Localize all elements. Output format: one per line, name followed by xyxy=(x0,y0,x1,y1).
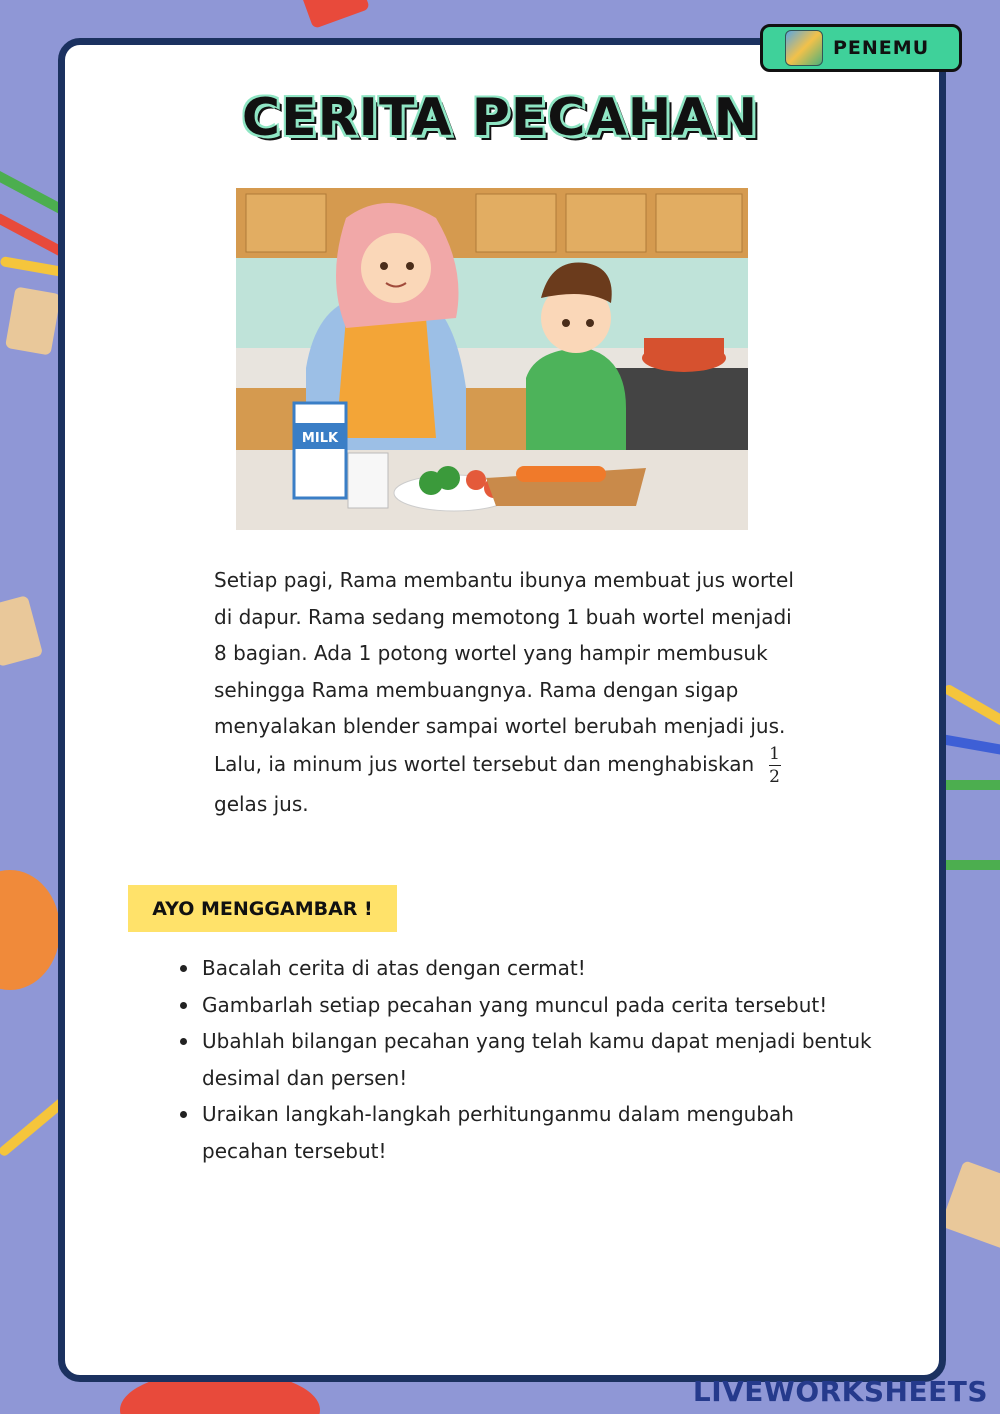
instruction-list xyxy=(180,950,880,1170)
section-heading: AYO MENGGAMBAR ! xyxy=(128,885,397,932)
decor-stick xyxy=(940,860,1000,870)
decor-card xyxy=(5,286,61,355)
fraction-numerator: 1 xyxy=(769,743,780,764)
story-text-end: gelas jus. xyxy=(214,791,309,816)
decor-card xyxy=(0,595,43,667)
list-item: Uraikan langkah-langkah perhitunganmu dalam mengubah pecahan tersebut! xyxy=(180,1096,880,1169)
fraction-denominator: 2 xyxy=(769,766,780,787)
list-item: Ubahlah bilangan pecahan yang telah kamu dapat menjadi bentuk desimal dan persen! xyxy=(180,1023,880,1096)
decor-stick xyxy=(942,683,1000,727)
list-item: Gambarlah setiap pecahan yang muncul pada cerita tersebut! xyxy=(180,987,880,1024)
story-paragraph xyxy=(214,562,794,823)
liveworksheets-logo[interactable]: LIVEWORKSHEETS xyxy=(692,1375,988,1408)
decor-card xyxy=(0,870,60,990)
story-text: Setiap pagi, Rama membantu ibunya membuat jus wortel di dapur. Rama sedang memotong 1 buah wortel menjadi 8 bagian. Ada 1 potong wortel yang hampir membusuk sehingga Rama membuangnya. Rama dengan sigap menyalakan blender sampai wortel berubah menjadi jus. Lalu, ia minum jus wortel tersebut dan menghabiskan xyxy=(214,568,794,776)
puzzle-logo-icon xyxy=(785,30,823,66)
list-item: Bacalah cerita di atas dengan cermat! xyxy=(180,950,880,987)
fraction-one-half xyxy=(769,745,781,786)
badge-label: PENEMU xyxy=(833,37,930,59)
decor-card xyxy=(940,1160,1000,1250)
decor-stick xyxy=(940,734,1000,756)
kitchen-illustration xyxy=(236,188,748,530)
fraction-bar xyxy=(769,765,781,766)
penemu-badge xyxy=(760,24,962,72)
decor-stick xyxy=(940,780,1000,790)
page-title: CERITA PECAHAN xyxy=(241,88,759,148)
decor-card xyxy=(300,0,370,29)
milk-label: MILK xyxy=(301,431,339,446)
